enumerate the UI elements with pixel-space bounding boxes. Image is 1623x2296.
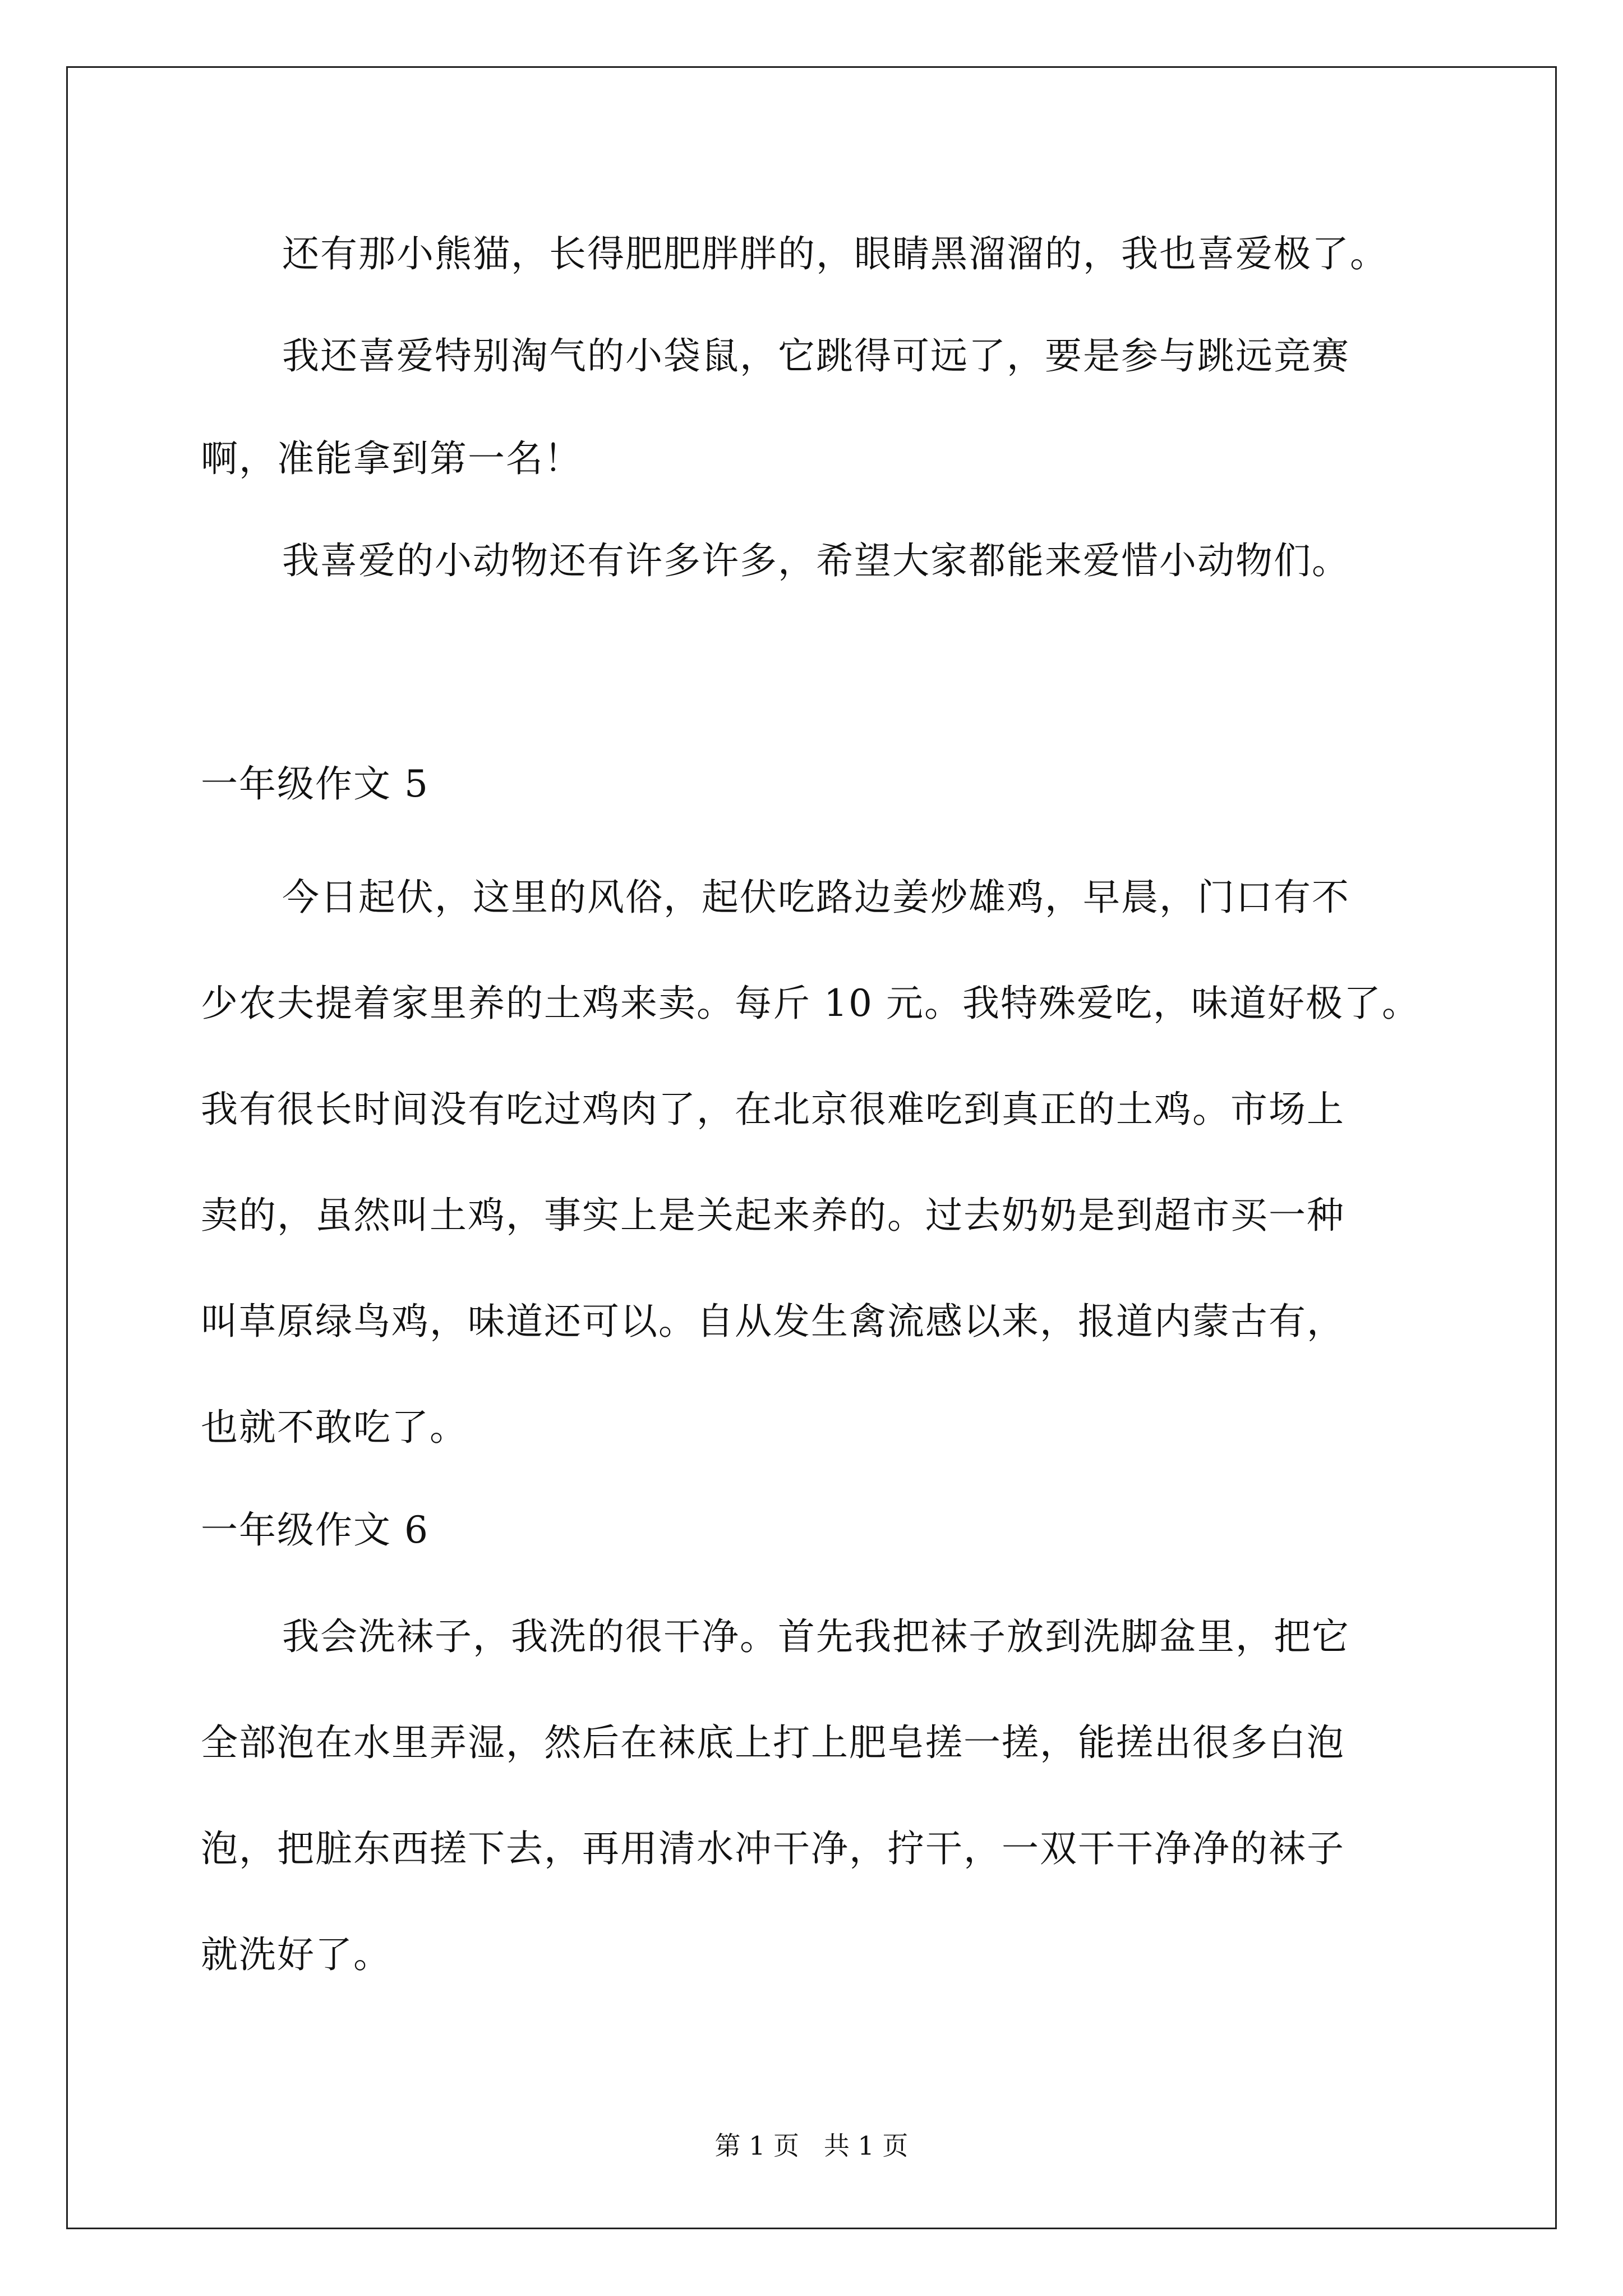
text-line: 我会洗袜子，我洗的很干净。首先我把袜子放到洗脚盆里，把它	[282, 1615, 1350, 1658]
text-line: 我有很长时间没有吃过鸡肉了，在北京很难吃到真正的土鸡。市场上	[201, 1088, 1345, 1131]
text-line: 我喜爱的小动物还有许多许多，希望大家都能来爱惜小动物们。	[282, 539, 1350, 582]
text-line: 卖的，虽然叫土鸡，事实上是关起来养的。过去奶奶是到超市买一种	[201, 1194, 1345, 1237]
text-line: 今日起伏，这里的风俗，起伏吃路边姜炒雄鸡，早晨，门口有不	[282, 876, 1350, 919]
section-heading: 一年级作文 5	[201, 762, 429, 806]
page-border	[66, 66, 1557, 2229]
text-line: 也就不敢吃了。	[201, 1406, 468, 1449]
page-footer: 第 1 页 共 1 页	[714, 2131, 909, 2161]
text-line: 叫草原绿鸟鸡，味道还可以。自从发生禽流感以来，报道内蒙古有，	[201, 1300, 1345, 1343]
text-line: 我还喜爱特别淘气的小袋鼠，它跳得可远了，要是参与跳远竞赛	[282, 334, 1350, 378]
text-line: 全部泡在水里弄湿，然后在袜底上打上肥皂搓一搓，能搓出很多白泡	[201, 1721, 1345, 1764]
text-line: 就洗好了。	[201, 1933, 391, 1976]
section-heading: 一年级作文 6	[201, 1508, 429, 1552]
text-line: 少农夫提着家里养的土鸡来卖。每斤 10 元。我特殊爱吃，味道好极了。	[201, 982, 1420, 1025]
text-line: 啊，准能拿到第一名！	[201, 437, 582, 480]
text-line: 还有那小熊猫，长得肥肥胖胖的，眼睛黑溜溜的，我也喜爱极了。	[282, 232, 1388, 275]
text-line: 泡，把脏东西搓下去，再用清水冲干净，拧干，一双干干净净的袜子	[201, 1827, 1345, 1870]
